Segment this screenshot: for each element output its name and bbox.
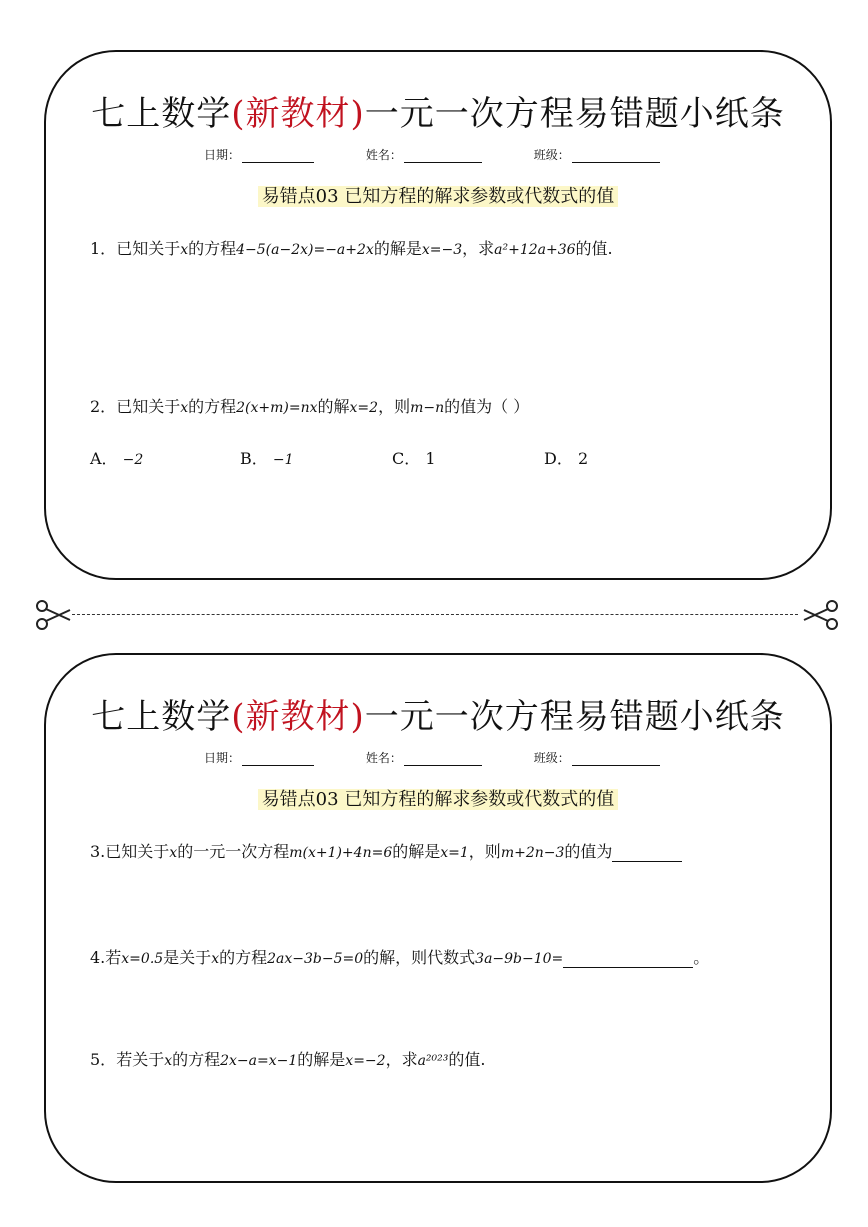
worksheet-card-bottom bbox=[44, 653, 832, 1183]
question-2: 2．已知关于x的方程2(x+m)=nx的解x=2，则m−n的值为（ ） bbox=[90, 397, 530, 416]
option-a[interactable]: A． −2 bbox=[90, 449, 144, 468]
question-5: 5．若关于x的方程2x−a=x−1的解是x=−2，求a²⁰²³的值. bbox=[90, 1050, 486, 1069]
date-field[interactable] bbox=[242, 753, 314, 766]
worksheet-card-top bbox=[44, 50, 832, 580]
cut-line bbox=[72, 614, 798, 615]
option-c[interactable]: C． 1 bbox=[392, 449, 436, 468]
class-field[interactable] bbox=[572, 150, 660, 163]
topic-heading: 易错点03 已知方程的解求参数或代数式的值 bbox=[46, 182, 830, 208]
scissors-icon-left bbox=[34, 598, 72, 632]
worksheet-title: 七上数学(新教材)一元一次方程易错题小纸条 bbox=[91, 697, 785, 737]
answer-blank[interactable] bbox=[563, 953, 693, 968]
name-field[interactable] bbox=[404, 753, 482, 766]
name-field[interactable] bbox=[404, 150, 482, 163]
option-b[interactable]: B． −1 bbox=[240, 449, 294, 468]
class-field[interactable] bbox=[572, 753, 660, 766]
answer-blank[interactable] bbox=[612, 847, 682, 862]
date-field[interactable] bbox=[242, 150, 314, 163]
scissors-icon-right bbox=[802, 598, 840, 632]
student-info-row: 日期： 姓名： 班级： bbox=[204, 146, 660, 163]
question-1: 1．已知关于x的方程4−5(a−2x)=−a+2x的解是x=−3，求a²+12a+36的值. bbox=[90, 239, 613, 258]
question-3: 3.已知关于x的一元一次方程m(x+1)+4n=6的解是x=1，则m+2n−3的值为 bbox=[90, 839, 682, 862]
student-info-row: 日期： 姓名： 班级： bbox=[204, 749, 660, 766]
option-d[interactable]: D． 2 bbox=[544, 449, 589, 468]
worksheet-title: 七上数学(新教材)一元一次方程易错题小纸条 bbox=[91, 94, 785, 134]
topic-heading: 易错点03 已知方程的解求参数或代数式的值 bbox=[46, 785, 830, 811]
question-4: 4.若x=0.5是关于x的方程2ax−3b−5=0的解，则代数式3a−9b−10= 。 bbox=[90, 948, 710, 967]
